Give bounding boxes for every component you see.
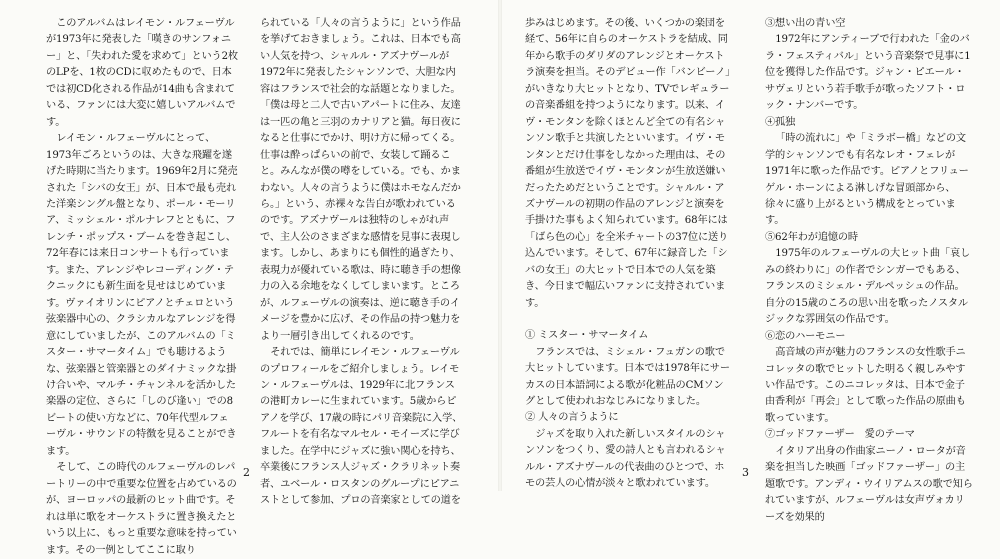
paragraph: 1972年にアンティーブで行われた「金のバラ・フェスティバル」という音楽祭で見事に1位を獲得した作品です。ジャン・ピエール・サヴェリという若手歌手が歌ったソフト・ロック・ナンバーです。 [765, 34, 971, 112]
left-page-column-2 [260, 16, 464, 507]
paragraph: ⑦ゴッドファーザー 愛のテーマ [765, 429, 915, 441]
paragraph: イタリア出身の作曲家ニーノ・ロータが音楽を担当した映画「ゴッドファーザー」の主題歌です。アンディ・ウイリアムスの歌で知られていますが、ルフェーヴルは女声ヴォカリーズを効果的 [765, 445, 973, 523]
paragraph: そして、この時代のルフェーヴルのレパートリーの中で重要な位置を占めているのが、ヨーロッパの最新のヒット曲です。それは単に歌をオーケストラに置き換えたという以上に、もっと重要な意味を持っています。その一例としてここに取り [46, 462, 237, 556]
paragraph: ⑤62年わが追憶の時 [765, 231, 858, 243]
paragraph: フランスでは、ミシェル・フュガンの歌で大ヒットしています。日本では1978年にサーカスの日本語詞による歌が化粧品のCMソングとして使われおなじみになりました。 [525, 346, 730, 407]
paragraph: 「時の流れに」や「ミラボー橋」などの文学的シャンソンでも有名なレオ・フェレが1971年に歌った作品です。ピアノとフリューゲル・ホーンによる淋しげな冒頭部から、徐々に盛り上がるという構成をとっています。 [765, 133, 969, 227]
paragraph: ジャズを取り入れた新しいスタイルのシャンソンをつくり、愛の詩人とも言われるシャルル・アズナヴールの代表曲のひとつで、ホモの芸人の心情が淡々と歌われています。 [525, 428, 726, 490]
left-page-column-1 [46, 16, 238, 556]
paragraph: ④孤独 [765, 116, 796, 128]
paragraph: ② 人々の言うように [525, 412, 619, 424]
page-number-left: 2 [243, 466, 250, 479]
paragraph: ⑥恋のハーモニー [765, 330, 846, 342]
paragraph: られている「人々の言うように」という作品を挙げておきましょう。これは、日本でも高い人気を持つ、シャルル・アズナヴールが1972年に発表したシャンソンで、大胆な内容はフランスで社会的な話題となりました。「僕は母と二人で古いアパートに住み、友達は一匹の亀と三羽のカナリアと猫。毎日夜になると仕事にでかけ、明け方に帰ってくる。仕事は酔っぱらいの前で、女装して踊ること。みんなが僕の噂をしている。でも、かまわない。人々の言うように僕はホモなんだから。」という、赤裸々な告白が歌われているのです。アズナヴールは独特のしゃがれ声で、主人公のさまざまな感情を見事に表現します。しかし、あまりにも個性的過ぎたり、表現力が優れている歌は、時に聴き手の想像力の入る余地をなくしてしまいます。ところが、ルフェーヴルの演奏は、逆に聴き手のイメージを豊かに広げ、その作品の持つ魅力をより一層引き出してくれるのです。 [260, 18, 461, 342]
paragraph: レイモン・ルフェーヴルにとって、1973年ごろというのは、大きな飛躍を遂げた時期に当たります。1969年2月に発売された「シバの女王」が、日本で最も売れた洋楽シングル盤となり、ポール・モーリア、ミッシェル・ポルナレフとともに、フレンチ・ポップス・ブームを巻き起こし、72年春には来日コンサートも行っています。また、アレンジやレコーディング・テクニックにも新生面を見せはじめています。ヴァイオリンにピアノとチェロという弦楽器中心の、クラシカルなアレンジを得意にしていましたが、このアルバムの「ミスター・サマータイム」でも聴けるような、弦楽器と管楽器とのダイナミックな掛け合いや、マルチ・チャンネルを活かした楽器の定位、さらに「しのび逢い」での8ビートの使い方などに、70年代型ルフェーヴル・サウンドの特徴を見ることができます。 [46, 133, 238, 457]
paragraph: 歩みはじめます。その後、いくつかの楽団を経て、56年に自らのオーケストラを結成、同年から歌手のダリダのアレンジとオーケストラ演奏を担当。そのデビュー作「バンビーノ」がいきなり大ヒットとなり、TVでレギュラーの音楽番組を持つようになります。以来、イヴ・モンタンを除くほとんど全ての有名シャンソン歌手と共演したといいます。イヴ・モンタンとだけ仕事をしなかった理由は、その番組が生放送でイヴ・モンタンが生放送嫌いだったためだということです。シャルル・アズナヴールの初期の作品のアレンジと演奏を手掛けた事もよく知られています。68年には「ばら色の心」を全米チャートの37位に送り込んでいます。そして、67年に録音した「シバの女王」の大ヒットで日本での人気を築き、今日まで幅広いファンに支持されています。 [525, 18, 731, 309]
right-page-column-1 [525, 16, 733, 490]
paragraph: ③想い出の青い空 [765, 18, 846, 29]
right-page [502, 0, 1000, 523]
paragraph: 1975年のルフェーヴルの大ヒット曲「哀しみの終わりに」の作者でシンガーでもある、フランスのミシェル・デルペッシュの作品。自分の15歳のころの思い出を歌ったノスタルジックな雰囲気の作品です。 [765, 248, 971, 326]
paragraph: このアルバムはレイモン・ルフェーヴルが1973年に発表した「嘆きのサンフォニー」と、「失われた愛を求めて」という2枚のLPを、1枚のCDに収めたもので、日本では初CD化される作品が14曲も含まれている、ファンには大変に嬉しいアルバムです。 [46, 18, 238, 128]
paragraph: それでは、簡単にレイモン・ルフェーヴルのプロフィールをご紹介しましょう。レイモン・ルフェーヴルは、1929年に北フランスの港町カレーに生まれています。5歳からピアノを学び、17歳の時にパリ音楽院に入学、フルートを有名なマルセル・モイーズに学びました。在学中にジャズに強い関心を持ち、卒業後にフランス人ジャズ・クラリネット奏者、ユベール・ロスタンのグループにピアニストとして参加、プロの音楽家としての道を [260, 347, 463, 507]
paragraph: ① ミスター・サマータイム [525, 330, 649, 342]
right-page-column-2 [765, 16, 973, 523]
spacer [525, 312, 733, 328]
left-page [0, 0, 498, 556]
page-number-right: 3 [742, 466, 749, 479]
paragraph: 高音域の声が魅力のフランスの女性歌手ニコレッタの歌でヒットした明るく親しみやすい作品です。このニコレッタは、日本で金子由香利が「再会」として歌った作品の原曲も歌っています。 [765, 347, 966, 424]
